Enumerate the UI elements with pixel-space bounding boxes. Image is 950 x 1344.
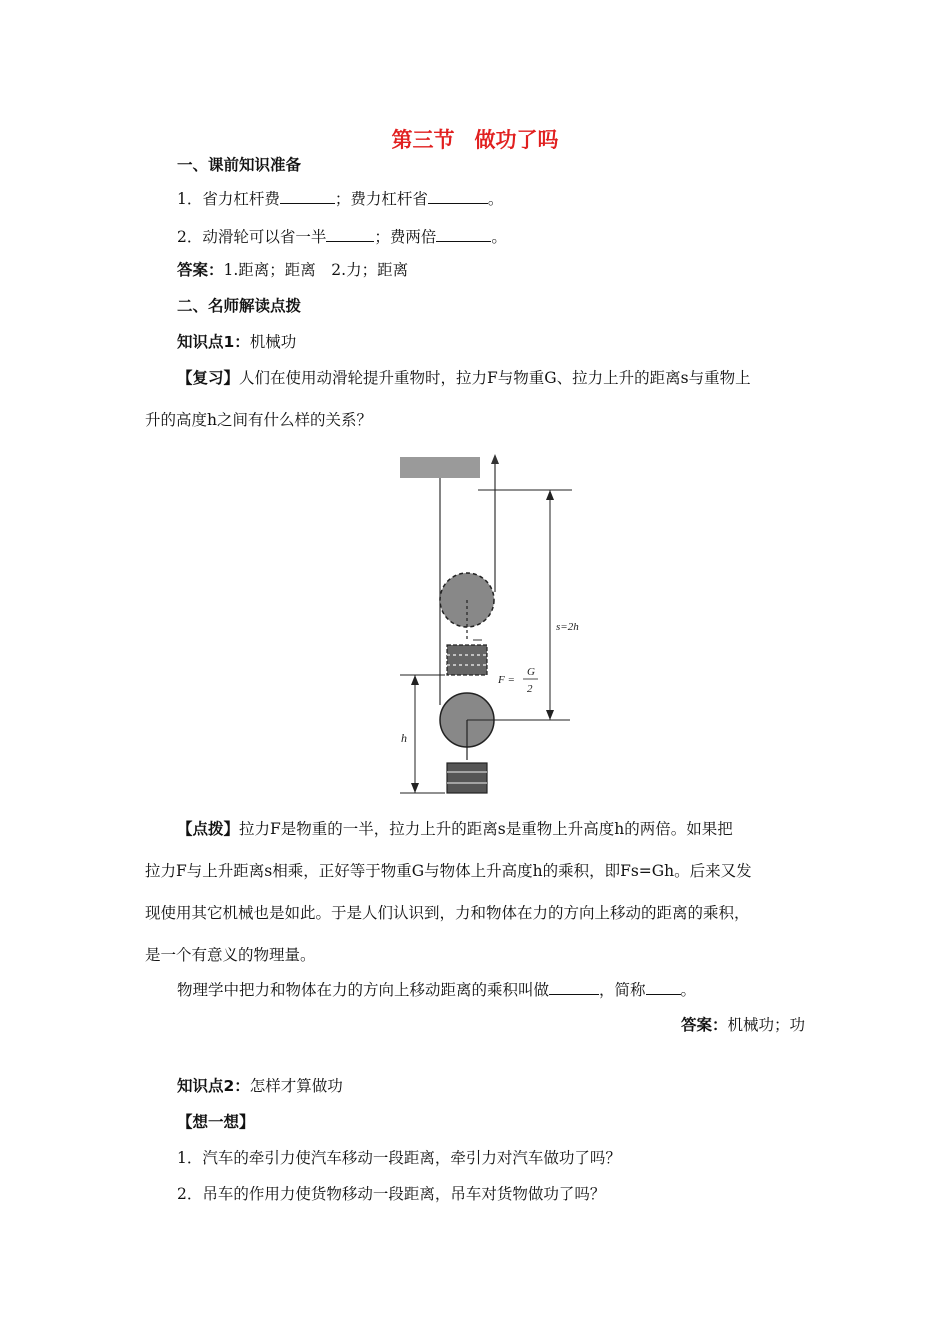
page-title <box>0 124 950 154</box>
question-1-end: 。 <box>487 190 504 208</box>
title-text: 做功了吗 <box>474 128 559 152</box>
question-2 <box>177 226 507 247</box>
weight <box>447 763 487 793</box>
kp-text: 怎样才算做功 <box>249 1077 343 1095</box>
question-2-end: 。 <box>491 228 507 246</box>
section-heading-1: 一、课前知识准备 <box>177 156 302 174</box>
pulley-figure <box>360 450 600 800</box>
force-numerator: G <box>527 666 535 678</box>
review-line-2: 升的高度h之间有什么样的关系？ <box>145 411 372 429</box>
question-3-prefix: 物理学中把力和物体在力的方向上移动距离的乘积叫做 <box>177 981 550 999</box>
question-1 <box>177 188 503 209</box>
answer-text: 机械功；功 <box>727 1016 805 1034</box>
question-3 <box>177 979 696 1000</box>
answer-2 <box>681 1015 805 1035</box>
review-label: 【复习】 <box>177 369 240 387</box>
blank <box>280 188 335 204</box>
section-heading-2: 二、名师解读点拨 <box>177 297 302 315</box>
blank <box>549 979 599 995</box>
h-label: h <box>401 731 407 745</box>
tip-line-4: 是一个有意义的物理量。 <box>145 946 316 964</box>
tip-line-1 <box>177 819 733 839</box>
ceiling-support <box>400 457 480 478</box>
answer-label: 答案： <box>177 261 224 279</box>
tip-line-2: 拉力F与上升距离s相乘，正好等于物重G与物体上升高度h的乘积，即Fs=Gh。后来又发 <box>145 862 752 880</box>
tip-line-3: 现使用其它机械也是如此。于是人们认识到，力和物体在力的方向上移动的距离的乘积， <box>145 904 750 922</box>
answer-1 <box>177 260 408 280</box>
title-section: 第三节 <box>391 128 455 152</box>
think-question-1: 1．汽车的牵引力使汽车移动一段距离，牵引力对汽车做功了吗？ <box>177 1149 621 1167</box>
question-2-mid: ；费两倍 <box>374 228 437 246</box>
question-2-prefix: 2．动滑轮可以省一半 <box>177 228 327 246</box>
review-text: 人们在使用动滑轮提升重物时，拉力F与物重G、拉力上升的距离s与重物上 <box>239 369 751 387</box>
knowledge-point-1 <box>177 332 296 352</box>
think-question-2: 2．吊车的作用力使货物移动一段距离，吊车对货物做功了吗？ <box>177 1185 606 1203</box>
tip-label: 【点拨】 <box>177 820 240 838</box>
kp-label: 知识点2： <box>177 1077 250 1095</box>
weight-dashed <box>447 645 487 675</box>
question-1-prefix: 1．省力杠杆费 <box>177 190 280 208</box>
tip-text-1: 拉力F是物重的一半，拉力上升的距离s是重物上升高度h的两倍。如果把 <box>239 820 733 838</box>
review-line-1 <box>177 368 751 388</box>
force-denominator: 2 <box>527 683 533 695</box>
knowledge-point-2 <box>177 1076 343 1096</box>
answer-label: 答案： <box>680 1016 728 1034</box>
blank <box>436 226 491 242</box>
arrow-up-icon <box>491 454 499 464</box>
question-1-mid: ；费力杠杆省 <box>334 190 428 208</box>
kp-text: 机械功 <box>249 333 297 351</box>
question-3-mid: ，简称 <box>599 981 646 999</box>
think-label: 【想一想】 <box>177 1113 255 1131</box>
question-3-end: 。 <box>680 981 697 999</box>
s-label: s=2h <box>556 621 579 633</box>
blank <box>428 188 488 204</box>
blank <box>646 979 681 995</box>
blank <box>326 226 374 242</box>
force-label: F = <box>498 674 515 686</box>
kp-label: 知识点1： <box>177 333 250 351</box>
answer-text: 1.距离；距离 2.力；距离 <box>223 261 409 279</box>
